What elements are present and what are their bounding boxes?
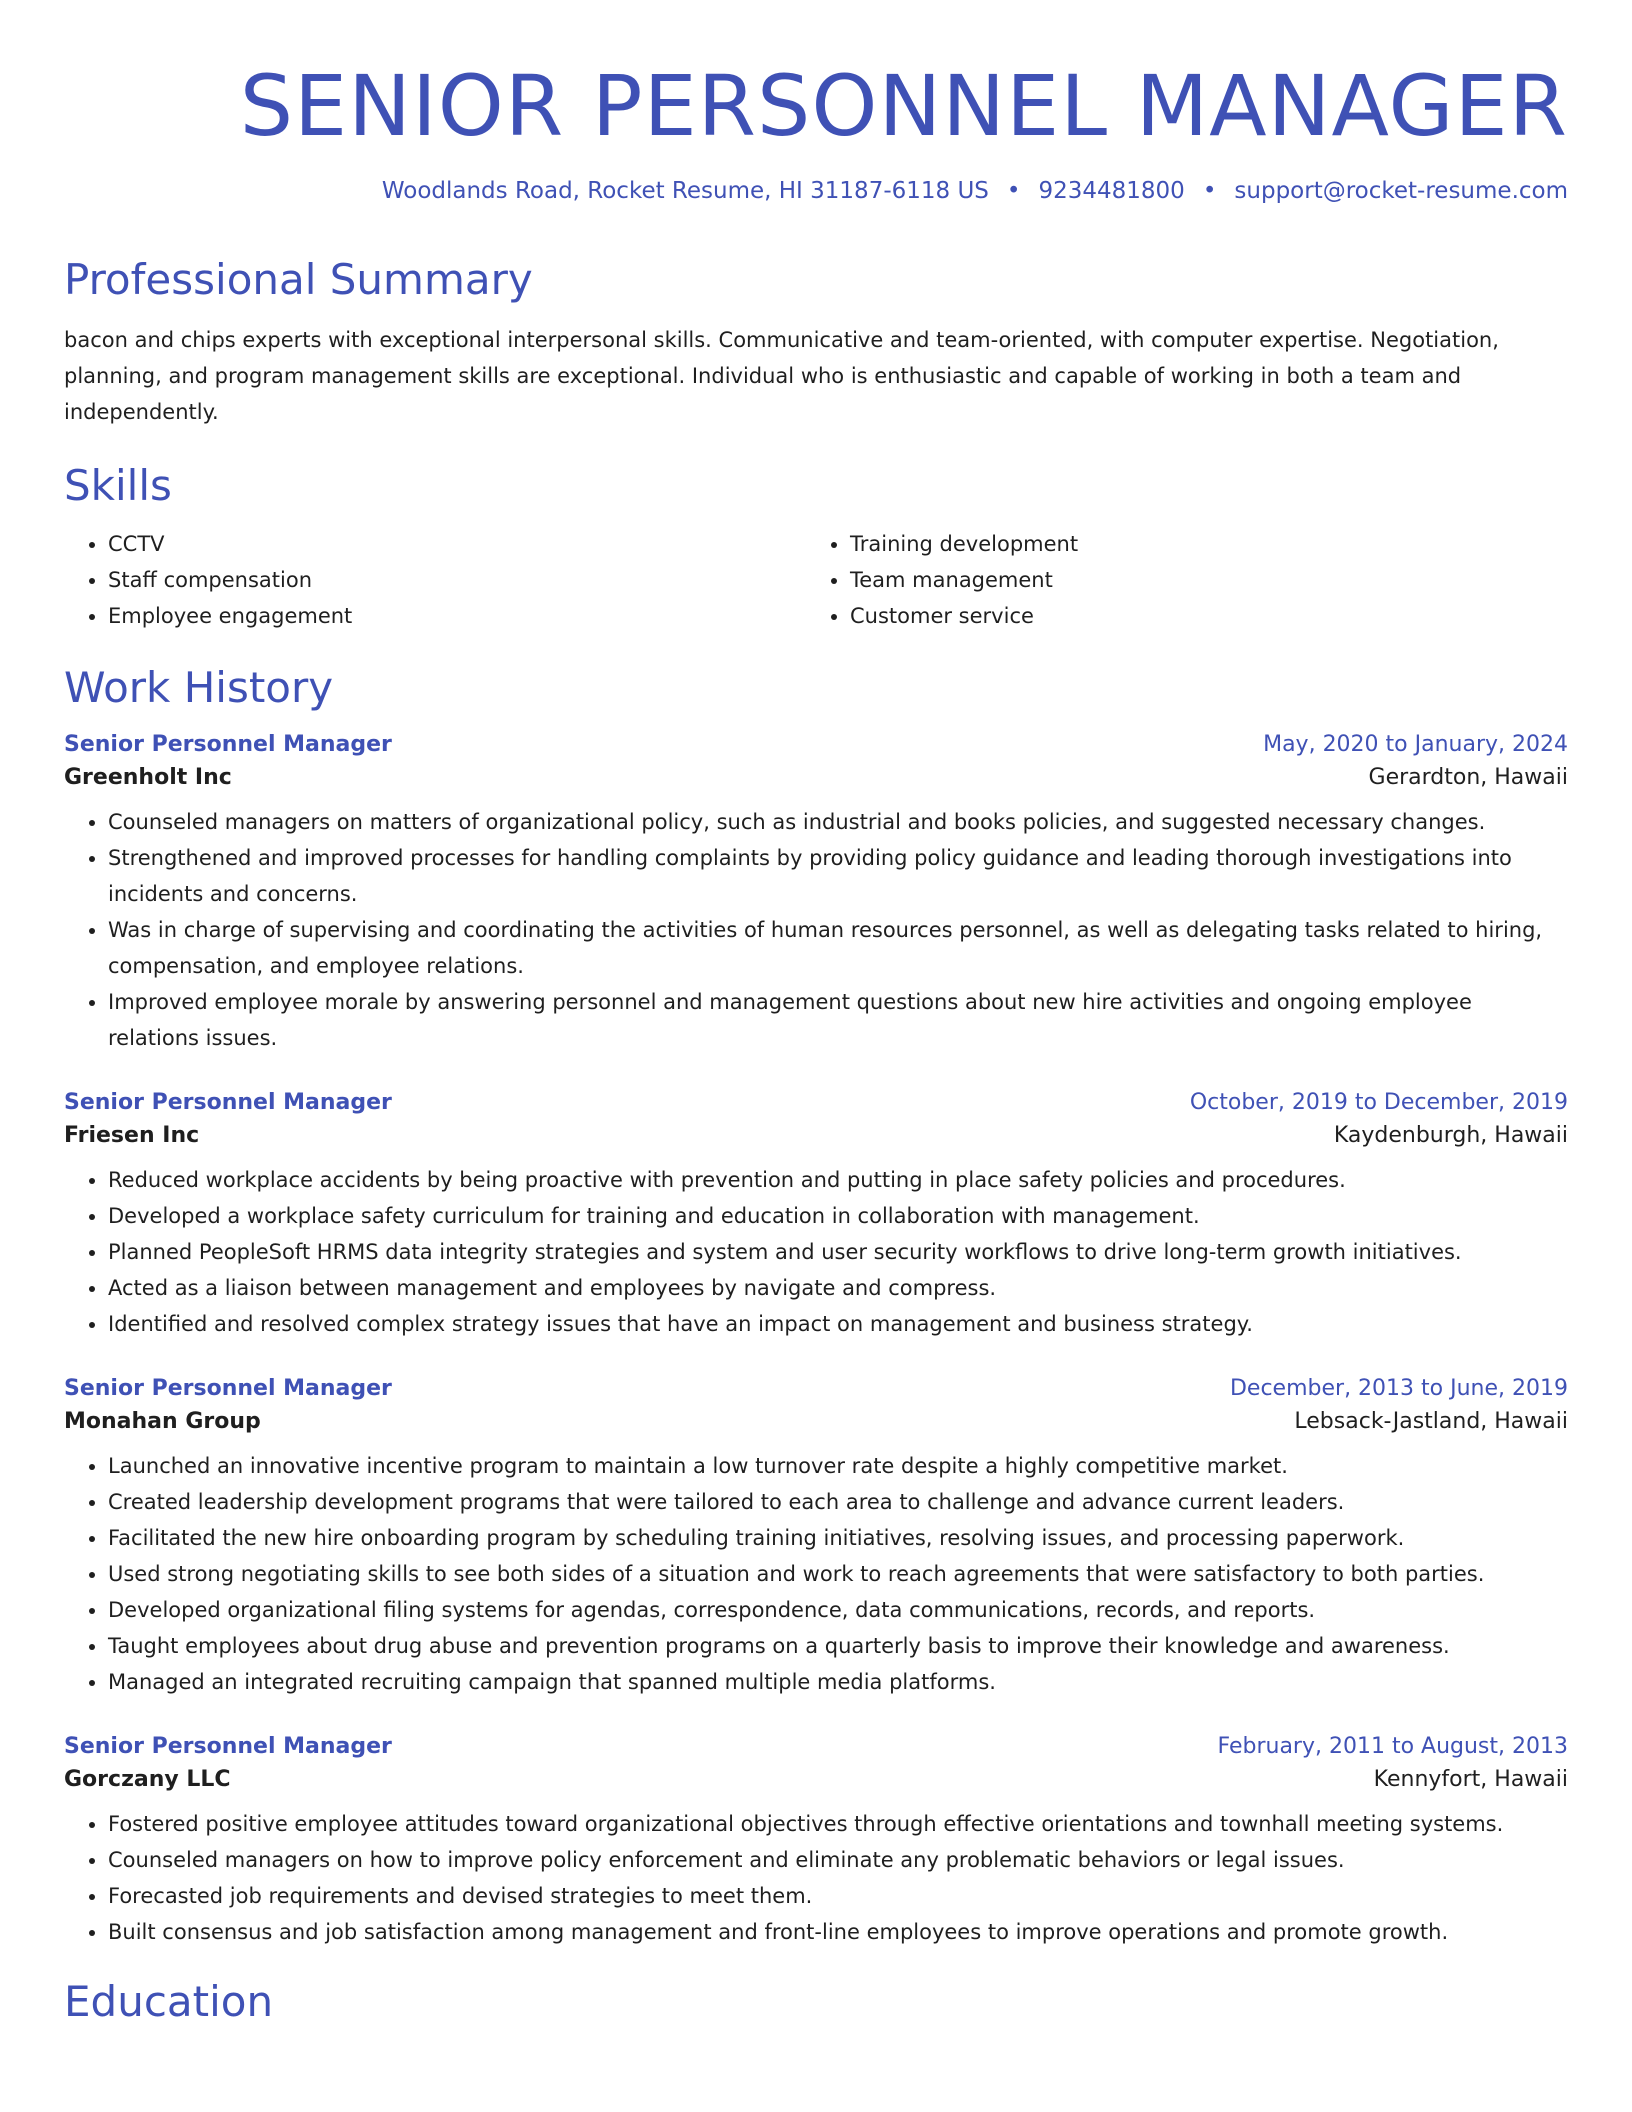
job-entry [64,732,1568,1056]
job-entry [64,1090,1568,1342]
job-company-row [64,765,1568,790]
job-entry [64,1376,1568,1700]
job-role: Senior Personnel Manager [64,1376,392,1401]
contact-email: support@rocket-resume.com [1234,178,1568,204]
job-location: Gerardton, Hawaii [1368,765,1568,790]
job-bullet: • Created leadership development programs that were tailored to each area to challenge and advance current leaders. [108,1484,1568,1520]
job-bullet: • Facilitated the new hire onboarding program by scheduling training initiatives, resolving issues, and processing paperwork. [108,1520,1568,1556]
contact-separator: • [1006,178,1021,204]
job-company: Greenholt Inc [64,765,232,790]
job-bullet: • Identified and resolved complex strategy issues that have an impact on management and business strategy. [108,1306,1568,1342]
job-bullet: • Forecasted job requirements and devised strategies to meet them. [108,1878,1568,1914]
job-company: Monahan Group [64,1409,261,1434]
contact-address: Woodlands Road, Rocket Resume, HI 31187-6118 US [381,178,989,204]
job-header-row [64,1090,1568,1115]
job-bullet: • Built consensus and job satisfaction among management and front-line employees to improve operations and promote growth. [108,1914,1568,1950]
job-bullet-list [64,1806,1568,1950]
skill-item: • Team management [850,562,1548,598]
job-bullet: • Reduced workplace accidents by being proactive with prevention and putting in place safety policies and procedures. [108,1162,1568,1198]
job-bullet: • Acted as a liaison between management and employees by navigate and compress. [108,1270,1568,1306]
job-dates: December, 2013 to June, 2019 [1229,1376,1568,1401]
job-role: Senior Personnel Manager [64,732,392,757]
job-dates: February, 2011 to August, 2013 [1217,1734,1568,1759]
job-location: Kaydenburgh, Hawaii [1333,1123,1568,1148]
job-role: Senior Personnel Manager [64,1734,392,1759]
job-bullet: • Counseled managers on how to improve policy enforcement and eliminate any problematic behaviors or legal issues. [108,1842,1568,1878]
skills-column-right [806,526,1548,634]
job-location: Kennyfort, Hawaii [1373,1767,1568,1792]
skill-item: • Training development [850,526,1548,562]
job-bullet-list [64,804,1568,1056]
job-bullet: • Developed a workplace safety curriculum for training and education in collaboration with management. [108,1198,1568,1234]
job-bullet: • Taught employees about drug abuse and prevention programs on a quarterly basis to improve their knowledge and awareness. [108,1628,1568,1664]
job-bullet: • Improved employee morale by answering personnel and management questions about new hire activities and ongoing employee relations issues. [108,984,1568,1056]
job-bullet: • Strengthened and improved processes for handling complaints by providing policy guidance and leading thorough investigations into incidents and concerns. [108,840,1568,912]
work-history-list [64,732,1568,1950]
job-company: Gorczany LLC [64,1767,231,1792]
summary-text: bacon and chips experts with exceptional interpersonal skills. Communicative and team-oriented, with computer expertise. Negotiation, planning, and program management skills are exceptional. Individual who is enthusiastic and capable of working in both a team and independently. [64,328,1499,424]
education-heading: Education [64,1977,274,2026]
job-header-row [64,732,1568,757]
skills-heading: Skills [64,461,172,510]
skill-item: • CCTV [108,526,806,562]
skill-item: • Staff compensation [108,562,806,598]
job-bullet: • Managed an integrated recruiting campaign that spanned multiple media platforms. [108,1664,1568,1700]
skills-column-left [64,526,806,634]
work-history-heading: Work History [64,663,334,712]
job-bullet-list [64,1162,1568,1342]
job-bullet: • Fostered positive employee attitudes toward organizational objectives through effective orientations and townhall meeting systems. [108,1806,1568,1842]
job-bullet-list [64,1448,1568,1700]
skills-grid [64,526,1568,634]
skill-item: • Customer service [850,598,1548,634]
summary-heading: Professional Summary [64,255,533,304]
contact-line [64,178,1568,204]
job-bullet: • Planned PeopleSoft HRMS data integrity strategies and system and user security workflows to drive long-term growth initiatives. [108,1234,1568,1270]
job-company-row [64,1409,1568,1434]
job-location: Lebsack-Jastland, Hawaii [1294,1409,1568,1434]
job-dates: October, 2019 to December, 2019 [1189,1090,1568,1115]
resume-title: SENIOR PERSONNEL MANAGER [239,57,1568,155]
contact-phone: 9234481800 [1038,178,1185,204]
job-bullet: • Used strong negotiating skills to see both sides of a situation and work to reach agreements that were satisfactory to both parties. [108,1556,1568,1592]
job-company: Friesen Inc [64,1123,200,1148]
job-header-row [64,1376,1568,1401]
job-bullet: • Developed organizational filing systems for agendas, correspondence, data communications, records, and reports. [108,1592,1568,1628]
job-bullet: • Was in charge of supervising and coordinating the activities of human resources personnel, as well as delegating tasks related to hiring, compensation, and employee relations. [108,912,1568,984]
job-header-row [64,1734,1568,1759]
job-company-row [64,1123,1568,1148]
skill-item: • Employee engagement [108,598,806,634]
job-company-row [64,1767,1568,1792]
job-entry [64,1734,1568,1950]
job-bullet: • Counseled managers on matters of organizational policy, such as industrial and books policies, and suggested necessary changes. [108,804,1568,840]
contact-separator: • [1202,178,1217,204]
job-bullet: • Launched an innovative incentive program to maintain a low turnover rate despite a highly competitive market. [108,1448,1568,1484]
job-dates: May, 2020 to January, 2024 [1263,732,1568,757]
job-role: Senior Personnel Manager [64,1090,392,1115]
